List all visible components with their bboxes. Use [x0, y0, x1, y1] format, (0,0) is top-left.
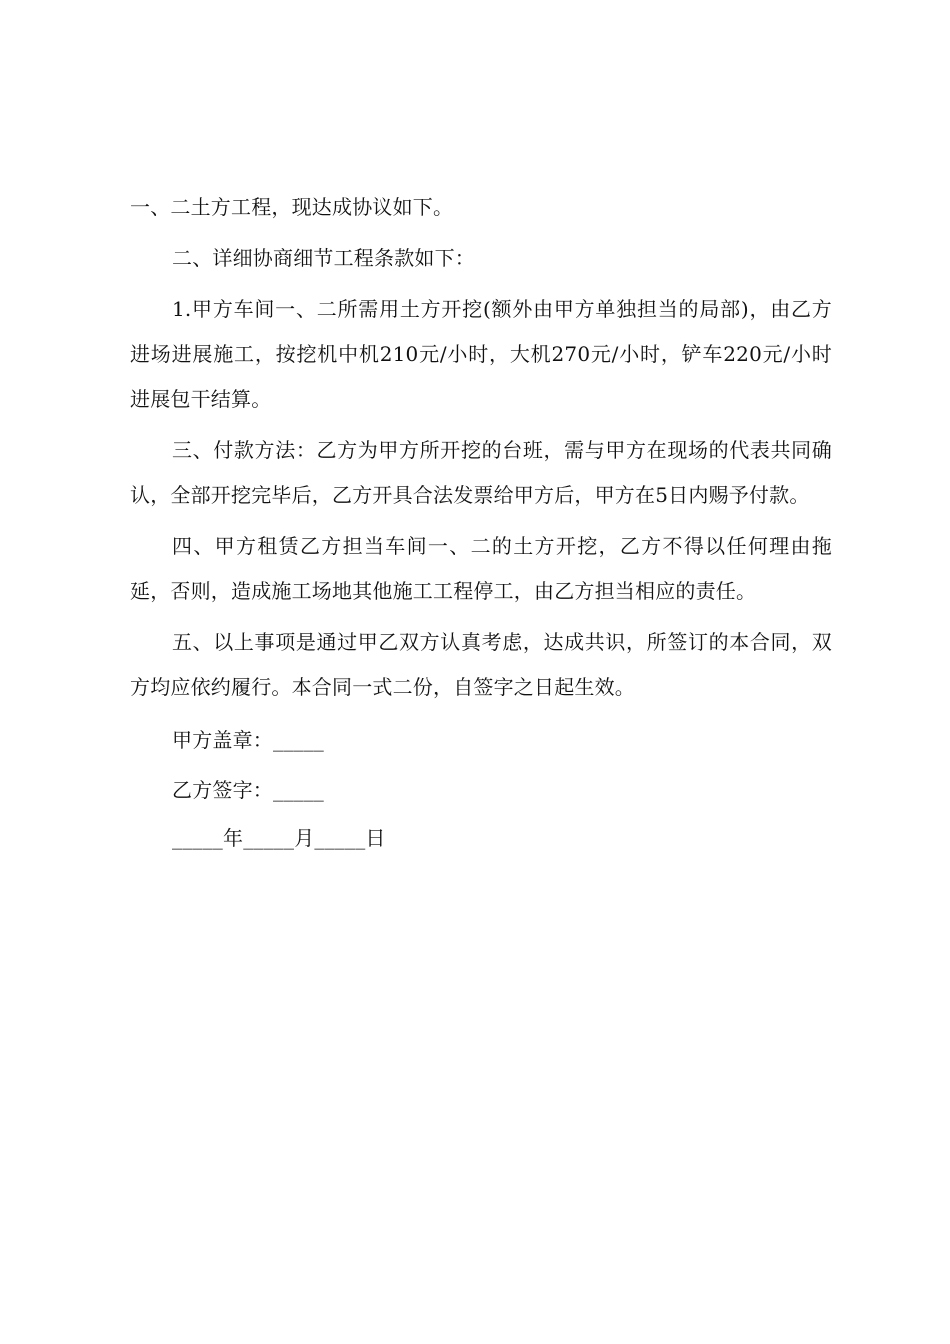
paragraph-intro: 一、二土方工程，现达成协议如下。 [130, 195, 454, 219]
contract-body [130, 185, 832, 862]
paragraph-clause-3: 三、付款方法：乙方为甲方所开挖的台班，需与甲方在现场的代表共同确认，全部开挖完毕后，乙方开具合法发票给甲方后，甲方在5日内赐予付款。 [130, 438, 832, 507]
paragraph-clause-4: 四、甲方租赁乙方担当车间一、二的土方开挖，乙方不得以任何理由拖延，否则，造成施工场地其他施工工程停工，由乙方担当相应的责任。 [130, 534, 832, 603]
paragraph-clause-2: 二、详细协商细节工程条款如下： [172, 246, 475, 270]
paragraph-clause-2-1: 1.甲方车间一、二所需用土方开挖(额外由甲方单独担当的局部)，由乙方进场进展施工，按挖机中机210元/小时，大机270元/小时，铲车220元/小时进展包干结算。 [130, 297, 832, 411]
date-line: _____年_____月_____日 [172, 826, 386, 850]
party-a-seal-line: 甲方盖章：_____ [172, 728, 324, 752]
party-b-signature-line: 乙方签字：_____ [172, 778, 324, 802]
paragraph-clause-5: 五、以上事项是通过甲乙双方认真考虑，达成共识，所签订的本合同，双方均应依约履行。本合同一式二份，自签字之日起生效。 [130, 630, 832, 699]
